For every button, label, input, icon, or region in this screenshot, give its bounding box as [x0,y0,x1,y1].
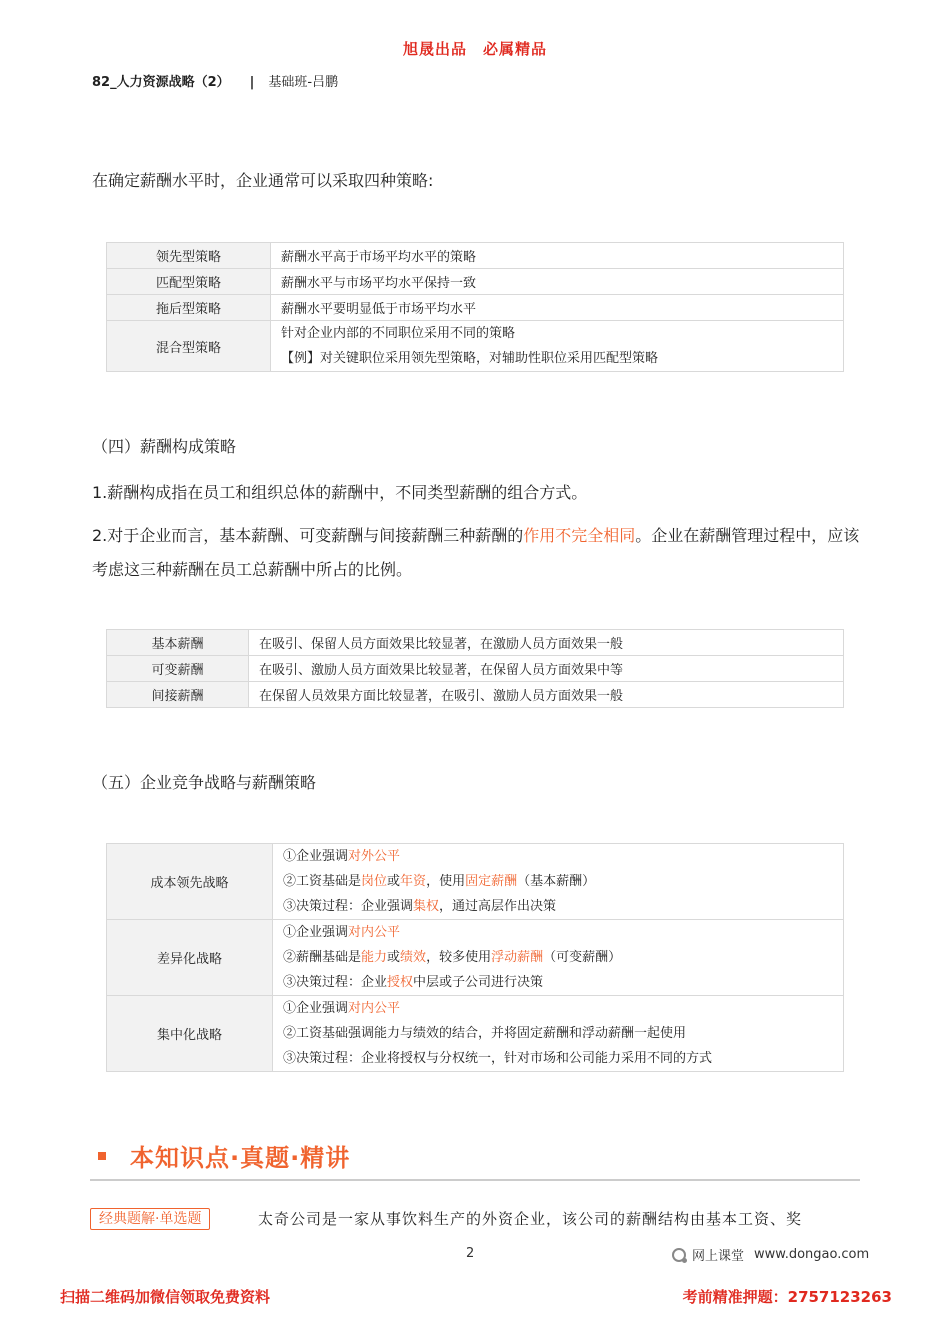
dongao-logo-icon [672,1248,686,1262]
highlight: 对外公平 [348,849,401,864]
table-row [107,269,844,295]
text: （基本薪酬） [517,874,596,889]
header-separator: | [249,75,255,90]
top-banner [0,38,950,59]
table-row [107,844,844,920]
table-row [107,656,844,682]
text: ③决策过程：企业强调 [283,899,414,914]
question-type-badge: 经典题解·单选题 [90,1208,210,1230]
text: ①企业强调 [283,925,349,940]
strategy-name: 拖后型策略 [107,295,271,321]
text: ②薪酬基础是 [283,950,362,965]
strategy-desc: 薪酬水平高于市场平均水平的策略 [271,243,844,269]
highlight: 年资 [400,874,427,889]
banner-left: 旭晟出品 [402,40,467,58]
course-header [92,71,338,90]
comp-desc: 在保留人员效果方面比较显著，在吸引、激励人员方面效果一般 [249,682,844,708]
strategy-desc: 薪酬水平与市场平均水平保持一致 [271,269,844,295]
highlight: 岗位 [361,874,388,889]
text: 或 [387,874,401,889]
detail-line [283,945,833,970]
highlight: 对内公平 [348,1001,401,1016]
text: ①企业强调 [283,849,349,864]
knowledge-title [98,1138,350,1173]
strategy-name: 集中化战略 [107,996,273,1072]
salary-composition-table [106,629,844,708]
comp-desc: 在吸引、激励人员方面效果比较显著，在保留人员方面效果中等 [249,656,844,682]
banner-right: 必属精品 [483,40,548,58]
detail-line: ③决策过程：企业将授权与分权统一，针对市场和公司能力采用不同的方式 [283,1051,713,1066]
intro-paragraph: 在确定薪酬水平时，企业通常可以采取四种策略: [92,171,434,190]
section-heading-4: （四）薪酬构成策略 [92,437,237,456]
strategy-name: 匹配型策略 [107,269,271,295]
detail-line [283,996,833,1021]
strategy-desc: 薪酬水平要明显低于市场平均水平 [271,295,844,321]
table-row [107,682,844,708]
strategy-detail [273,844,844,920]
highlight: 对内公平 [348,925,401,940]
detail-line [283,869,833,894]
footer-right-promo: 考前精准押题：2757123263 [682,1288,892,1306]
salary-level-table [106,242,844,372]
brand-name: 网上课堂 [692,1249,745,1264]
text: ③决策过程：企业 [283,975,388,990]
text: ，使用 [426,874,466,889]
text: 或 [387,950,401,965]
table-row [107,321,844,372]
highlight: 绩效 [400,950,427,965]
teacher-label: 基础班-吕鹏 [268,75,339,90]
detail-line [283,920,833,945]
strategy-name: 差异化战略 [107,920,273,996]
section4-paragraph-2 [92,519,862,587]
text: ②工资基础是 [283,874,362,889]
question-text: 太奇公司是一家从事饮料生产的外资企业，该公司的薪酬结构由基本工资、奖 [258,1210,803,1228]
comp-name: 基本薪酬 [107,630,249,656]
comp-name: 间接薪酬 [107,682,249,708]
table-row [107,295,844,321]
strategy-name: 混合型策略 [107,321,271,372]
site-url[interactable]: www.dongao.com [754,1247,870,1262]
p2-text: 2.对于企业而言，基本薪酬、可变薪酬与间接薪酬三种薪酬的 [92,526,524,545]
comp-name: 可变薪酬 [107,656,249,682]
detail-line [283,894,833,919]
detail-line: ②工资基础强调能力与绩效的结合，并将固定薪酬和浮动薪酬一起使用 [283,1026,687,1041]
text: ，较多使用 [426,950,492,965]
section-heading-5: （五）企业竞争战略与薪酬策略 [92,773,317,792]
strategy-detail [273,996,844,1072]
knowledge-title-text: 本知识点·真题·精讲 [130,1144,351,1172]
desc-line: 针对企业内部的不同职位采用不同的策略 [281,326,516,341]
text: ，通过高层作出决策 [439,899,557,914]
table-row [107,630,844,656]
highlight: 固定薪酬 [465,874,518,889]
table-row [107,243,844,269]
section4-paragraph-1: 1.薪酬构成指在员工和组织总体的薪酬中，不同类型薪酬的组合方式。 [92,483,588,502]
strategy-name: 领先型策略 [107,243,271,269]
text: 中层或子公司进行决策 [413,975,544,990]
divider [90,1179,860,1181]
table-row [107,996,844,1072]
highlight: 浮动薪酬 [491,950,544,965]
highlight: 集权 [413,899,440,914]
footer-left-promo: 扫描二维码加微信领取免费资料 [60,1288,271,1306]
site-brand [672,1245,869,1264]
table-row [107,920,844,996]
text: ①企业强调 [283,1001,349,1016]
text: （可变薪酬） [543,950,622,965]
page-number: 2 [466,1246,475,1261]
comp-desc: 在吸引、保留人员方面效果比较显著，在激励人员方面效果一般 [249,630,844,656]
competitive-strategy-table [106,843,844,1072]
strategy-detail [273,920,844,996]
strategy-desc [271,321,844,372]
square-bullet-icon [98,1152,106,1160]
highlight: 授权 [387,975,414,990]
example-line: 【例】对关键职位采用领先型策略，对辅助性职位采用匹配型策略 [281,351,659,366]
highlight: 能力 [361,950,388,965]
detail-line [283,970,833,995]
p2-text: 。企业在薪酬管理过程中，应该考虑这三种薪酬在员工总薪酬中所占的比例。 [92,526,860,579]
course-title: 82_人力资源战略（2） [92,75,230,90]
p2-highlight: 作用不完全相同 [523,526,636,545]
strategy-name: 成本领先战略 [107,844,273,920]
detail-line [283,844,833,869]
